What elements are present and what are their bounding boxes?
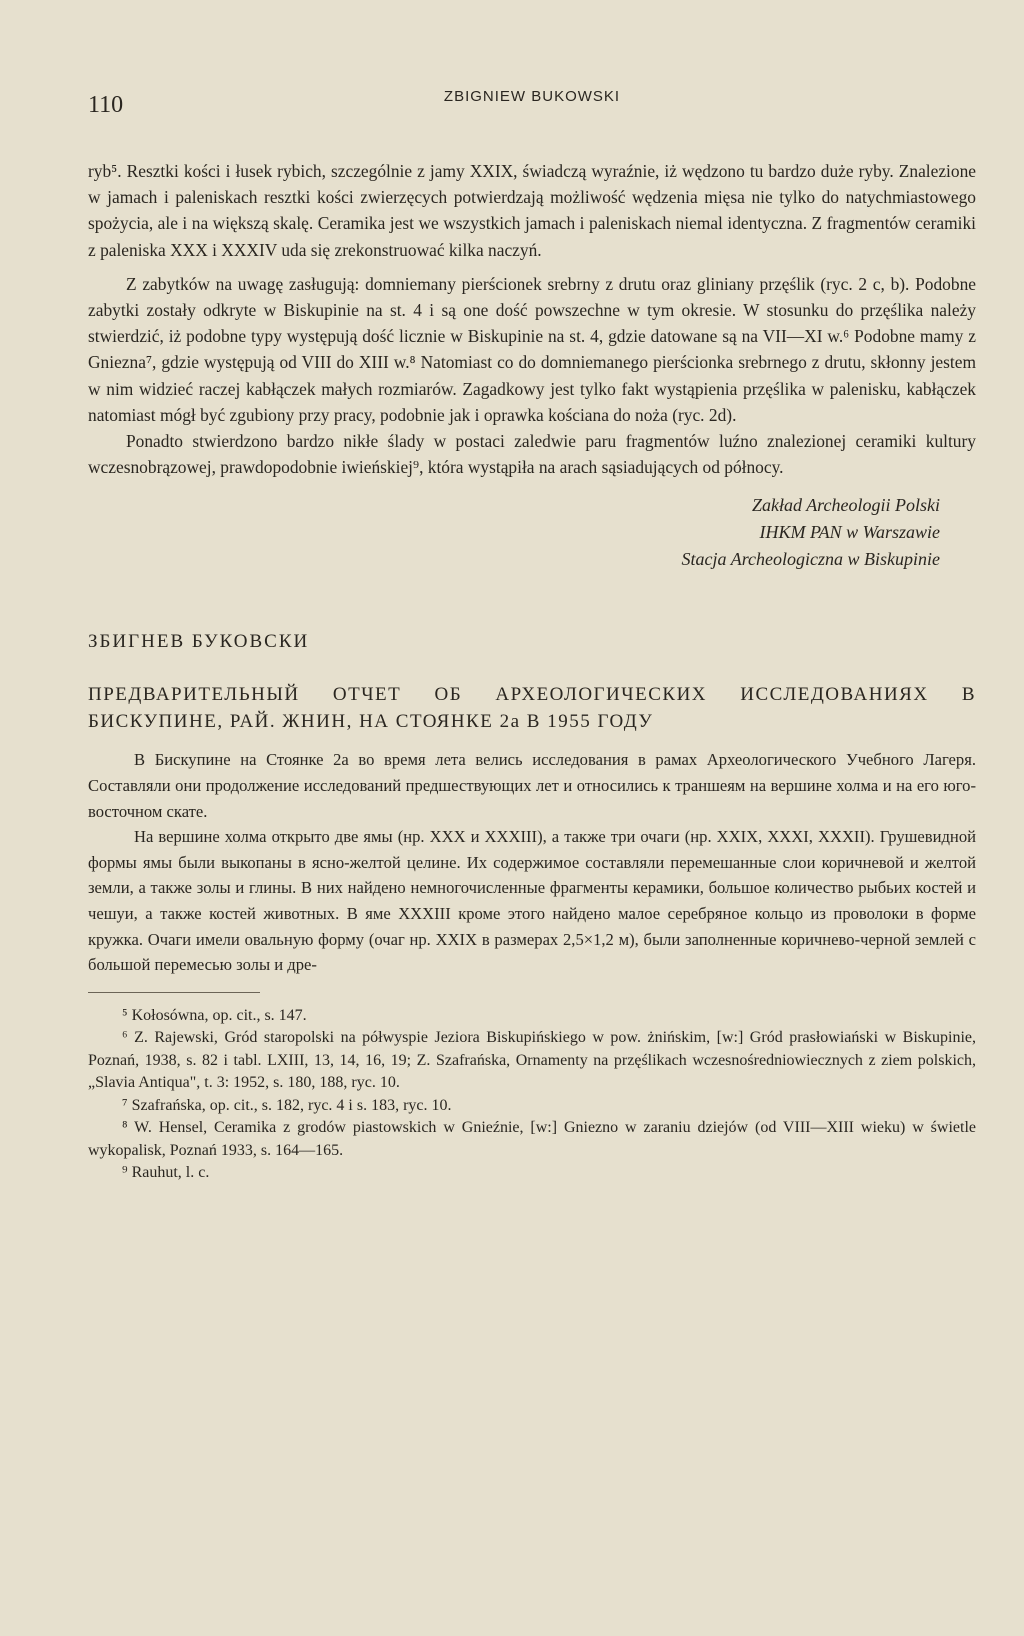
russian-author: ЗБИГНЕВ БУКОВСКИ bbox=[88, 631, 310, 653]
footnote-9: ⁹ Rauhut, l. c. bbox=[122, 1164, 210, 1182]
footnote-6: ⁶ Z. Rajewski, Gród staropolski na półwyspie Jeziora Biskupińskiego w pow. żnińskim, [w:] Gród prasłowiański w Biskupinie, Poznań, 1938, s. 82 i tabl. LXIII, 13, 14, 16, 19; Z. Szafrańska, Ornamenty na przęślikach wczesnośredniowiecznych z ziem polskich, „Slavia Antiqua", t. 3: 1952, s. 180, 188, ryc. 10. bbox=[88, 1029, 976, 1092]
footnote-8: ⁸ W. Hensel, Ceramika z grodów piastowskich w Gnieźnie, [w:] Gniezno w zaraniu dziejów (od VIII—XIII wieku) w świetle wykopalisk, Poznań 1933, s. 164—165. bbox=[88, 1119, 976, 1159]
footnote-5: ⁵ Kołosówna, op. cit., s. 147. bbox=[122, 1006, 307, 1024]
affiliation-line-3: Stacja Archeologiczna w Biskupinie bbox=[681, 549, 940, 570]
affiliation-line-1: Zakład Archeologii Polski bbox=[752, 495, 940, 516]
footnote-7: ⁷ Szafrańska, op. cit., s. 182, ryc. 4 i s. 183, ryc. 10. bbox=[122, 1096, 452, 1114]
polish-body bbox=[88, 158, 976, 480]
russian-title: ПРЕДВАРИТЕЛЬНЫЙ ОТЧЕТ ОБ АРХЕОЛОГИЧЕСКИХ ИССЛЕДОВАНИЯХ В БИСКУПИНЕ, РАЙ. ЖНИН, НА СТОЯНКЕ 2а В 1955 ГОДУ bbox=[88, 684, 976, 733]
polish-paragraph-2: Z zabytków na uwagę zasługują: domniemany pierścionek srebrny z drutu oraz gliniany przęślik (ryc. 2 c, b). Podobne zabytki zostały odkryte w Biskupinie na st. 4 i są one dość powszechne w tym okresie. W stosunku do przęślika należy stwierdzić, iż podobne typy występują dość licznie w Biskupinie na st. 4, gdzie datowane są na VII—XI w.⁶ Podobne mamy z Gniezna⁷, gdzie występują od VIII do XIII w.⁸ Natomiast co do domniemanego pierścionka srebrnego z drutu, skłonny jestem w nim widzieć raczej kabłączek małych rozmiarów. Zagadkowy jest tylko fakt wystąpienia przęślika w palenisku, kabłączek natomiast mógł być zgubiony przy pracy, podobnie jak i oprawka kościana do noża (ryc. 2d). bbox=[88, 273, 976, 425]
russian-paragraph-1: В Бискупине на Стоянке 2а во время лета велись исследования в рамах Археологического Учебного Лагеря. Составляли они продолжение исследований предшествующих лет и относились к траншеям на вершине холма и на его юго-восточном скате. bbox=[88, 750, 976, 821]
footnote-divider bbox=[88, 992, 260, 993]
running-header bbox=[88, 84, 976, 124]
author-affiliation bbox=[88, 492, 940, 573]
running-title: ZBIGNIEW BUKOWSKI bbox=[443, 88, 621, 105]
page-number: 110 bbox=[88, 92, 124, 118]
footnotes bbox=[88, 1005, 976, 1185]
affiliation-line-2: IHKM PAN w Warszawie bbox=[759, 522, 940, 543]
russian-summary bbox=[88, 747, 976, 977]
russian-paragraph-2: На вершине холма открыто две ямы (нр. XXX и XXXIII), а также три очаги (нр. XXIX, XXXI, XXXII). Грушевидной формы ямы были выкопаны в ясно-желтой целине. Их содержимое составляли перемешанные слои коричневой и желтой земли, а также золы и глины. В них найдено немногочисленные фрагменты керамики, большое количество рыбьих костей и чешуи, а также костей животных. В яме XXXIII кроме этого найдено малое серебряное кольцо из проволоки в форме кружка. Очаги имели овальную форму (очаг нр. XXIX в размерах 2,5×1,2 м), были заполненные коричнево-черной землей с большой перемесью золы и дре- bbox=[88, 827, 976, 975]
polish-paragraph-3: Ponadto stwierdzono bardzo nikłe ślady w postaci zaledwie paru fragmentów luźno znalezionej ceramiki kultury wczesnobrązowej, prawdopodobnie iwieńskiej⁹, która wystąpiła na arach sąsiadujących od północy. bbox=[88, 431, 976, 478]
polish-paragraph-1: ryb⁵. Resztki kości i łusek rybich, szczególnie z jamy XXIX, świadczą wyraźnie, iż wędzono tu bardzo duże ryby. Znalezione w jamach i paleniskach resztki kości zwierzęcych potwierdzają możliwość wędzenia mięsa nie tylko do natychmiastowego spożycia, ale i na większą skalę. Ceramika jest we wszystkich jamach i paleniskach niemal identyczna. Z fragmentów ceramiki z paleniska XXX i XXXIV uda się zrekonstruować kilka naczyń. bbox=[88, 161, 976, 260]
